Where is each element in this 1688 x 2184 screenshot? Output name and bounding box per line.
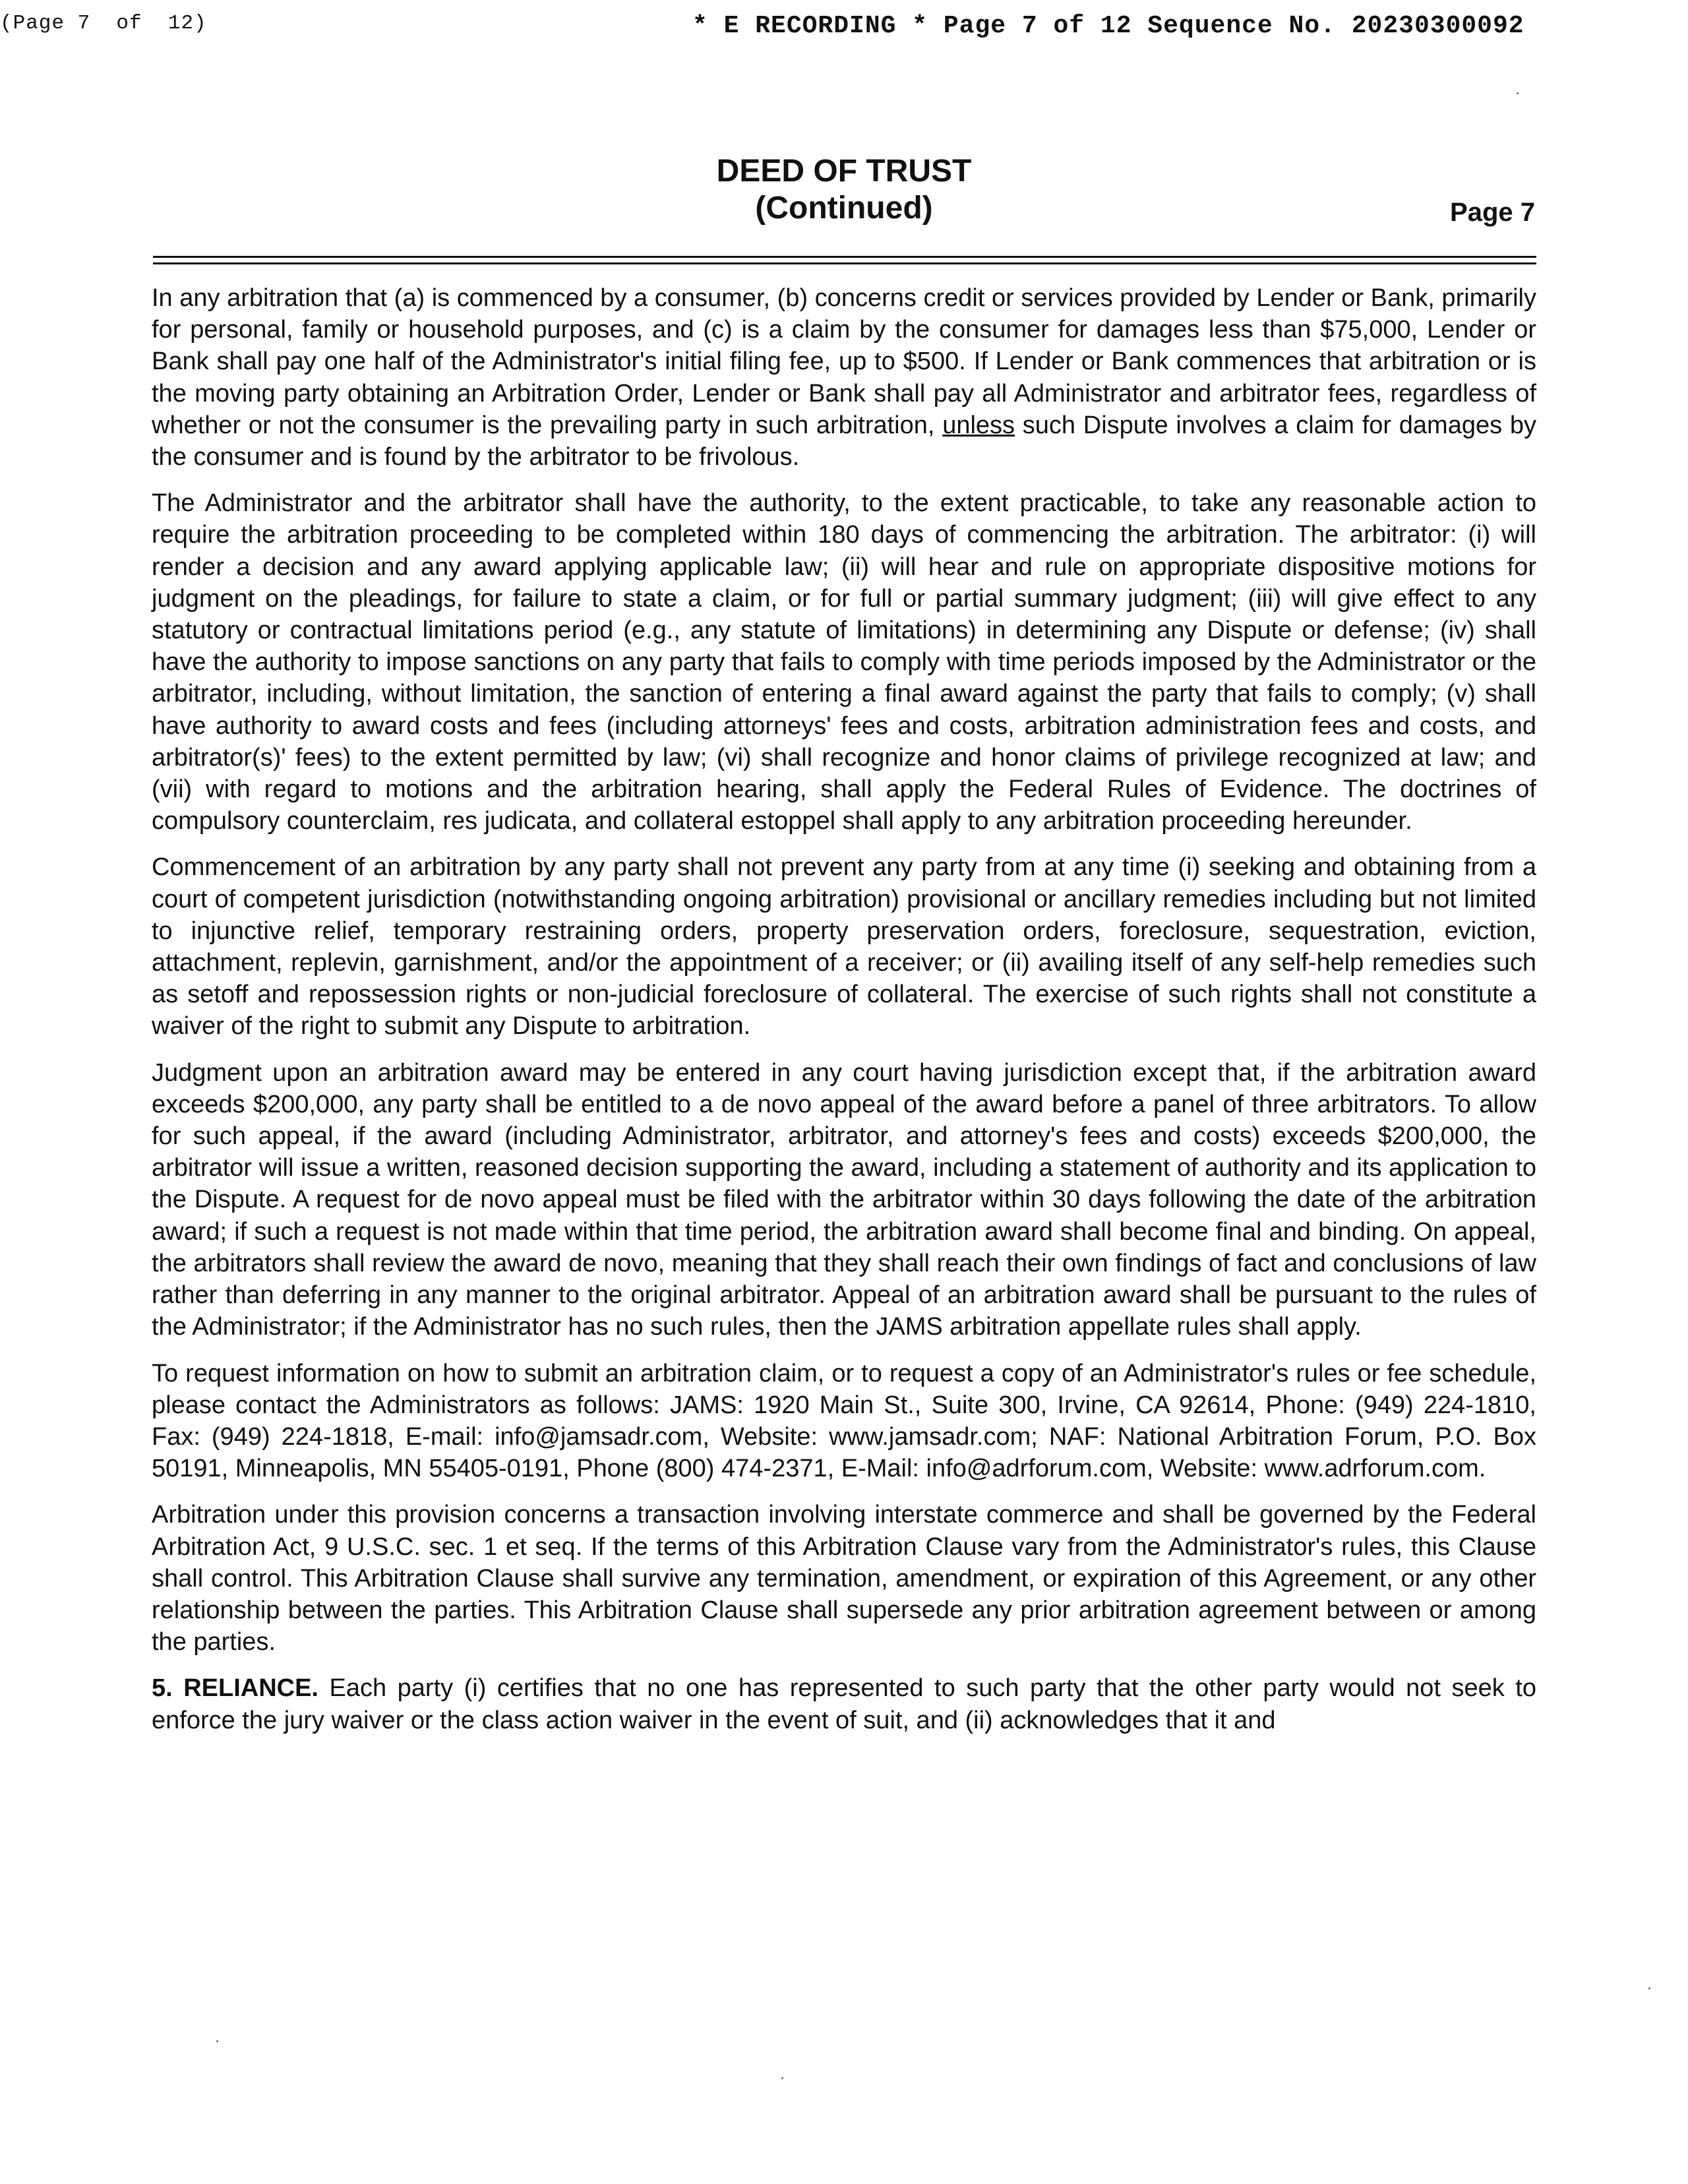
page-reference: (Page 7 of 12) xyxy=(0,12,207,35)
paragraph-provisional-remedies: Commencement of an arbitration by any party shall not prevent any party from at any time (i) seeking and obtaining from a court of competent jurisdiction (notwithstanding ongoing arbitration) provisional or ancillary remedies including but not limited to injunctive relief, temporary restraining orders, property preservation orders, foreclosure, sequestration, eviction, attachment, replevin, garnishment, and/or the appointment of a receiver; or (ii) availing itself of any self-help remedies such as setoff and repossession rights or non-judicial foreclosure of collateral. The exercise of such rights shall not constitute a waiver of the right to submit any Dispute to arbitration. xyxy=(152,853,1536,1041)
scan-speck xyxy=(216,2040,218,2042)
scan-speck xyxy=(1648,1987,1650,1989)
document-body xyxy=(152,282,1536,1751)
title-line-2: (Continued) xyxy=(755,191,933,226)
header-rule-bottom xyxy=(153,262,1536,264)
section-heading-reliance: 5. RELIANCE. xyxy=(152,1674,318,1703)
title-line-1: DEED OF TRUST xyxy=(716,154,972,189)
underlined-word: unless xyxy=(942,411,1015,439)
paragraph-text: In any arbitration that (a) is commenced by a consumer, (b) concerns credit or services provided by Lender or Bank, primarily for personal, family or household purposes, and (c) is a claim by the consumer for damages less than $75,000, Lender or Bank shall pay one half of the Administrator's initial filing fee, up to $500. If Lender or Bank commences that arbitration or is the moving party obtaining an Arbitration Order, Lender or Bank shall pay all Administrator and arbitrator fees, regardless of whether or not the consumer is the prevailing party in such arbitration, xyxy=(152,284,1536,439)
paragraph-federal-arbitration-act: Arbitration under this provision concerns a transaction involving interstate commerce and shall be governed by the Federal Arbitration Act, 9 U.S.C. sec. 1 et seq. If the terms of this Arbitration Clause vary from the Administrator's rules, this Clause shall control. This Arbitration Clause shall survive any termination, amendment, or expiration of this Agreement, or any other relationship between the parties. This Arbitration Clause shall supersede any prior arbitration agreement between or among the parties. xyxy=(152,1501,1536,1656)
paragraph-text: such Dispute involves a claim for damages by the consumer and is found by the arbitrator to be frivolous. xyxy=(152,411,1536,471)
scan-speck xyxy=(781,2077,783,2079)
paragraph-reliance xyxy=(152,1672,1536,1736)
scan-speck xyxy=(1517,92,1519,94)
paragraph-contact-administrators: To request information on how to submit an arbitration claim, or to request a copy of an Administrator's rules or fee schedule, please contact the Administrators as follows: JAMS: 1920 Main St., Suite 300, Irvine, CA 92614, Phone: (949) 224-1810, Fax: (949) 224-1818, E-mail: info@jamsadr.com, Website: www.jamsadr.com; NAF: National Arbitration Forum, P.O. Box 50191, Minneapolis, MN 55405-0191, Phone (800) 474-2371, E-Mail: info@adrforum.com, Website: www.adrforum.com. xyxy=(152,1359,1536,1483)
paragraph-text: Each party (i) certifies that no one has represented to such party that the other party would not seek to enforce the jury waiver or the class action waiver in the event of suit, and (ii) acknowledges that it and xyxy=(152,1674,1536,1734)
paragraph-arbitrator-authority: The Administrator and the arbitrator shall have the authority, to the extent practicable, to take any reasonable action to require the arbitration proceeding to be completed within 180 days of commencing the arbitration. The arbitrator: (i) will render a decision and any award applying applicable law; (ii) will hear and rule on appropriate dispositive motions for judgment on the pleadings, for failure to state a claim, or for full or partial summary judgment; (iii) will give effect to any statutory or contractual limitations period (e.g., any statute of limitations) in determining any Dispute or defense; (iv) shall have the authority to impose sanctions on any party that fails to comply with time periods imposed by the Administrator or the arbitrator, including, without limitation, the sanction of entering a final award against the party that fails to comply; (v) shall have authority to award costs and fees (including attorneys' fees and costs, arbitration administration fees and costs, and arbitrator(s)' fees) to the extent permitted by law; (vi) shall recognize and honor claims of privilege recognized at law; and (vii) with regard to motions and the arbitration hearing, shall apply the Federal Rules of Evidence. The doctrines of compulsory counterclaim, res judicata, and collateral estoppel shall apply to any arbitration proceeding hereunder. xyxy=(152,489,1536,835)
document-title xyxy=(0,153,1688,227)
paragraph-consumer-fees xyxy=(152,282,1536,473)
header-rule-top xyxy=(153,256,1536,258)
paragraph-judgment-appeal: Judgment upon an arbitration award may be entered in any court having jurisdiction except that, if the arbitration award exceeds $200,000, any party shall be entitled to a de novo appeal of the award before a panel of three arbitrators. To allow for such appeal, if the award (including Administrator, arbitrator, and attorney's fees and costs) exceeds $200,000, the arbitrator will issue a written, reasoned decision supporting the award, including a statement of authority and its application to the Dispute. A request for de novo appeal must be filed with the arbitrator within 30 days following the date of the arbitration award; if such a request is not made within that time period, the arbitration award shall become final and binding. On appeal, the arbitrators shall review the award de novo, meaning that they shall reach their own findings of fact and conclusions of law rather than deferring in any manner to the original arbitrator. Appeal of an arbitration award shall be pursuant to the rules of the Administrator; if the Administrator has no such rules, then the JAMS arbitration appellate rules shall apply. xyxy=(152,1058,1536,1341)
page-number-label: Page 7 xyxy=(1450,198,1535,227)
recording-stamp: * E RECORDING * Page 7 of 12 Sequence No. 20230300092 xyxy=(692,12,1524,40)
